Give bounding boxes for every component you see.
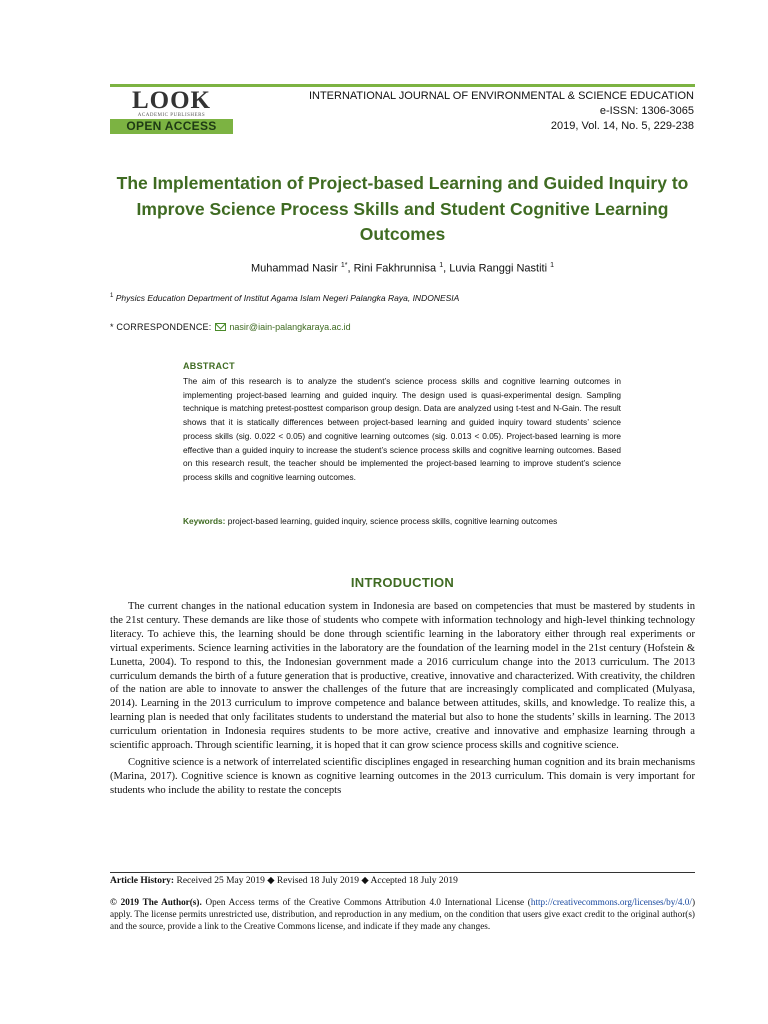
license-text-pre: Open Access terms of the Creative Commons Attribution 4.0 International License ( [201,897,531,907]
logo-subtitle: ACADEMIC PUBLISHERS [137,113,206,118]
footer-rule [110,872,695,873]
abstract-text: The aim of this research is to analyze the student’s science process skills and cognitive learning outcomes in implementing project-based learning and guided inquiry. The design used is quasi-experimental design. Sampling technique is matching pretest-posttest comparison group design. Data are analyzed using t-test and N-Gain. The result shows that it is statically differences between project-based learning and guided inquiry toward students’ science process skills (sig. 0.022 < 0.05) and cognitive learning outcomes (sig. 0.013 < 0.05). Project-based learning is more effective than a guided inquiry to increase the student’s science process skills and cognitive learning outcomes. Based on this research result, the teacher should be implemented the project-based learning to improve student’s science process skills and cognitive learning outcomes. [183,376,621,482]
license-notice [110,897,695,932]
journal-info [309,89,694,134]
affiliation-mark: 1 [110,293,114,300]
author-name: Luvia Ranggi Nastiti [449,262,548,275]
publisher-logo [110,89,233,119]
author-name: Muhammad Nasir [250,262,338,275]
affiliation-text: Physics Education Department of Institut Agama Islam Negeri Palangka Raya, INDONESIA [115,293,460,303]
keywords-label: Keywords: [183,516,226,526]
abstract-heading: ABSTRACT [183,361,235,371]
history-label: Article History: [110,876,175,886]
author-separator: , [347,262,354,275]
paragraph: The current changes in the national education system in Indonesia are based on competencies that must be mastered by students in the 21st century. These demands are like those of students who compete with information technology and high-level thinking technology literacy. To achieve this, the learning should be done through scientific learning in the laboratory either through real experiments or virtual experiments. Science learning activities in the laboratory are the foundation of the learning model in the 21st century (Hofstein & Lunetta, 2004). To respond to this, the Indonesian government made a 2016 curriculum change into the 2013 curriculum. The 2013 curriculum demands the birth of a future generation that is productive, creative, innovative and characterized. With creativity, the children of the nation are able to innovate to answer the challenges of the future that are increasingly complicated and complicated (Mulyasa, 2014). Learning in the 2013 curriculum to improve competence and balance between attitudes, skills, and knowledge. To realize this, a learning plan is needed that only facilitates students to understand the material but also to hone the students’ skills in learning. The 2013 curriculum orientation in Indonesia requires students to be more active, creative and innovative and emphasize learning through a scientific approach. Through scientific learning, it is hoped that it can grow science process skills and cognitive science. [110,601,695,752]
paragraph: Cognitive science is a network of interrelated scientific disciplines engaged in researching human cognition and its brain mechanisms (Marina, 2017). Cognitive science is known as cognitive learning outcomes in the 2013 curriculum. This domain is very important for students who include the ability to restate the concepts [110,756,695,796]
license-url-link[interactable]: http://creativecommons.org/licenses/by/4.0/ [530,897,692,907]
introduction-body [110,600,695,798]
keywords-text: project-based learning, guided inquiry, science process skills, cognitive learning outcomes [227,516,558,526]
affiliation [110,293,459,303]
history-text: Received 25 May 2019 ◆ Revised 18 July 2019 ◆ Accepted 18 July 2019 [174,876,458,886]
open-access-badge: OPEN ACCESS [110,119,233,134]
author-affil-mark: 1 [550,262,555,269]
license-text-post: ) apply. The license permits unrestricted use, distribution, and reproduction in any medium, on the condition that users give exact credit to the original author(s) and the source, provide a link to the Creative Commons license, and indicate if they made any changes. [110,897,695,931]
correspondence [110,322,351,332]
author-affil-mark: 1 [439,262,444,269]
copyright-label: © 2019 The Author(s). [110,897,202,907]
journal-issn: e-ISSN: 1306-3065 [599,105,694,117]
section-heading-introduction: INTRODUCTION [350,575,455,590]
keywords [183,514,621,528]
journal-name: INTERNATIONAL JOURNAL OF ENVIRONMENTAL & SCIENCE EDUCATION [308,90,694,102]
journal-issue: 2019, Vol. 14, No. 5, 229-238 [550,120,694,132]
correspondence-label: * CORRESPONDENCE: [110,322,212,332]
article-history [110,875,458,886]
envelope-icon [215,323,226,331]
logo-word: LOOK [131,87,211,114]
author-list [110,262,695,275]
author-separator: , [443,262,450,275]
paper-title: The Implementation of Project-based Learning and Guided Inquiry to Improve Science Process Skills and Student Cognitive Learning Outcomes [116,173,689,244]
correspondence-email-link[interactable]: nasir@iain-palangkaraya.ac.id [229,322,351,332]
author-affil-mark: 1* [340,262,348,269]
author-name: Rini Fakhrunnisa [353,262,437,275]
